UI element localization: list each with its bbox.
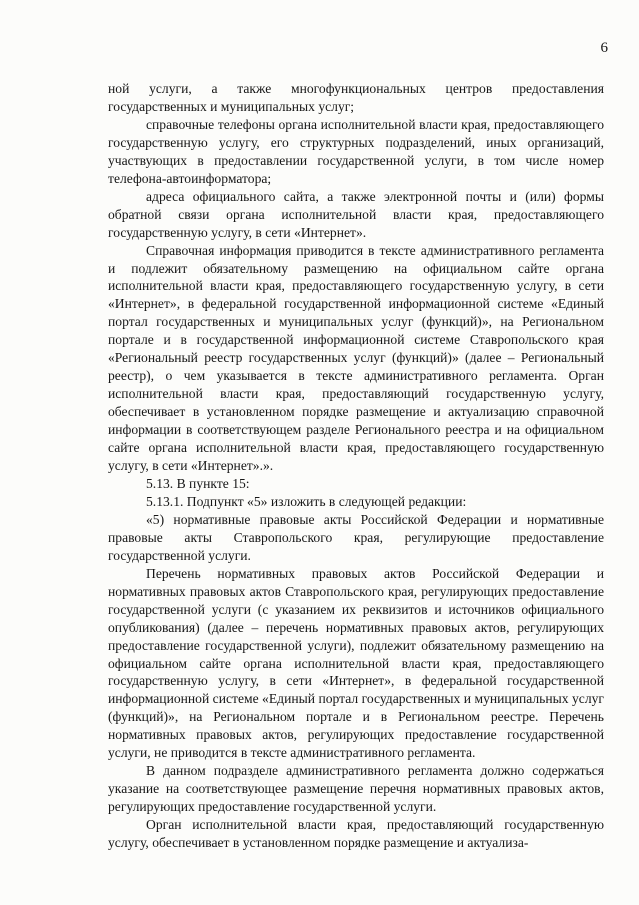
- paragraph: 5.13.1. Подпункт «5» изложить в следующей редакции:: [146, 493, 467, 509]
- paragraph: справочные телефоны органа исполнительной власти края, предоставляющего государственную услугу, его структурных подразделений, иных организаций, участвующих в предоставлении государственной услуги, в том числе номер телефона-автоинформатора;: [108, 116, 604, 186]
- page-number: 6: [600, 40, 608, 56]
- paragraph: ной услуги, а также многофункциональных центров предоставления государственных и муниципальных услуг;: [108, 81, 604, 114]
- paragraph: «5) нормативные правовые акты Российской Федерации и нормативные правовые акты Ставропольского края, регулирующие предоставление государственной услуги.: [108, 511, 604, 563]
- paragraph: В данном подразделе административного регламента должно содержаться указание на соответствующее размещение перечня нормативных правовых актов, регулирующих предоставление государственной услуги.: [108, 763, 604, 815]
- paragraph: Перечень нормативных правовых актов Российской Федерации и нормативных правовых актов Ставропольского края, регулирующих предоставление государственной услуги (с указанием их реквизитов и источников официального опубликования) (далее – перечень нормативных правовых актов, регулирующих предоставление государственной услуги), подлежит обязательному размещению на официальном сайте органа исполнительной власти края, предоставляющего государственную услугу, в сети «Интернет», в федеральной государственной информационной системе «Единый портал государственных и муниципальных услуг (функций)», на Региональном портале и в Региональном реестре. Перечень нормативных правовых актов, регулирующих предоставление государственной услуги, не приводится в тексте административного регламента.: [108, 565, 604, 761]
- document-body: [108, 80, 604, 852]
- paragraph: 5.13. В пункте 15:: [146, 475, 250, 491]
- paragraph: Орган исполнительной власти края, предоставляющий государственную услугу, обеспечивает в установленном порядке размещение и актуализа-: [108, 817, 604, 851]
- paragraph: адреса официального сайта, а также электронной почты и (или) формы обратной связи органа исполнительной власти края, предоставляющего государственную услугу, в сети «Интернет».: [108, 188, 604, 240]
- paragraph: Справочная информация приводится в тексте административного регламента и подлежит обязательному размещению на официальном сайте органа исполнительной власти края, предоставляющего государственную услугу, в сети «Интернет», в федеральной государственной информационной системе «Единый портал государственных и муниципальных услуг (функций)», на Региональном портале и в государственной информационной системе Ставропольского края «Региональный реестр государственных услуг (функций)» (далее – Региональный реестр), о чем указывается в тексте административного регламента. Орган исполнительной власти края, предоставляющий государственную услугу, обеспечивает в установленном порядке размещение и актуализацию справочной информации в соответствующем разделе Регионального реестра и на официальном сайте органа исполнительной власти края, предоставляющего государственную услугу, в сети «Интернет».».: [108, 242, 604, 474]
